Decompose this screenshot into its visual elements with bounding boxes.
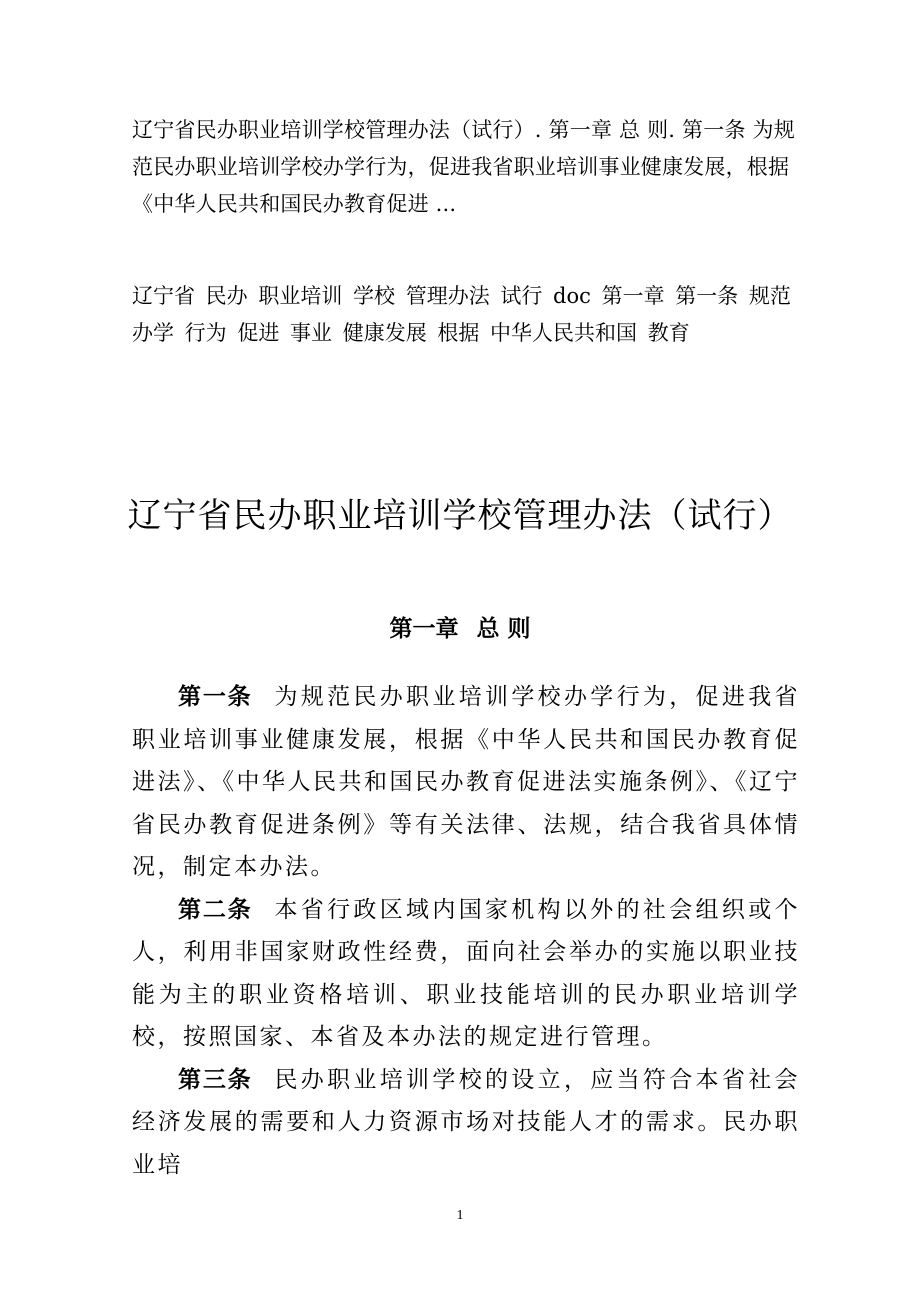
article-text: 为规范民办职业培训学校办学行为，促进我省职业培训事业健康发展，根据《中华人民共和国民办教育促进法》、《中华人民共和国民办教育促进法实施条例》、《辽宁省民办教育促进条例》等有关法律、法规，结合我省具体情况，制定本办法。	[132, 684, 801, 880]
chapter-name: 总 则	[476, 616, 531, 642]
article-label: 第三条	[178, 1066, 253, 1093]
article-2	[132, 889, 800, 1059]
summary-text: 辽宁省民办职业培训学校管理办法（试行）. 第一章 总 则. 第一条 为规范民办职业培训学校办学行为，促进我省职业培训事业健康发展，根据《中华人民共和国民办教育促进 ...	[132, 118, 795, 216]
chapter-number: 第一章	[389, 616, 459, 642]
article-3	[132, 1059, 800, 1187]
article-1	[132, 676, 800, 889]
article-text: 民办职业培训学校的设立，应当符合本省社会经济发展的需要和人力资源市场对技能人才的需求。民办职业培	[132, 1066, 801, 1178]
document-body	[132, 676, 800, 1186]
article-text: 本省行政区域内国家机构以外的社会组织或个人，利用非国家财政性经费，面向社会举办的实施以职业技能为主的职业资格培训、职业技能培训的民办职业培训学校，按照国家、本省及本办法的规定进行管理。	[132, 896, 801, 1050]
keywords-text: 辽宁省 民办 职业培训 学校 管理办法 试行 doc 第一章 第一条 规范 办学 行为 促进 事业 健康发展 根据 中华人民共和国 教育	[132, 284, 791, 345]
document-title: 辽宁省民办职业培训学校管理办法（试行）	[127, 496, 793, 536]
article-label: 第一条	[178, 684, 253, 710]
article-label: 第二条	[178, 896, 253, 923]
chapter-heading	[0, 610, 920, 643]
page-number: 1	[456, 1208, 464, 1223]
